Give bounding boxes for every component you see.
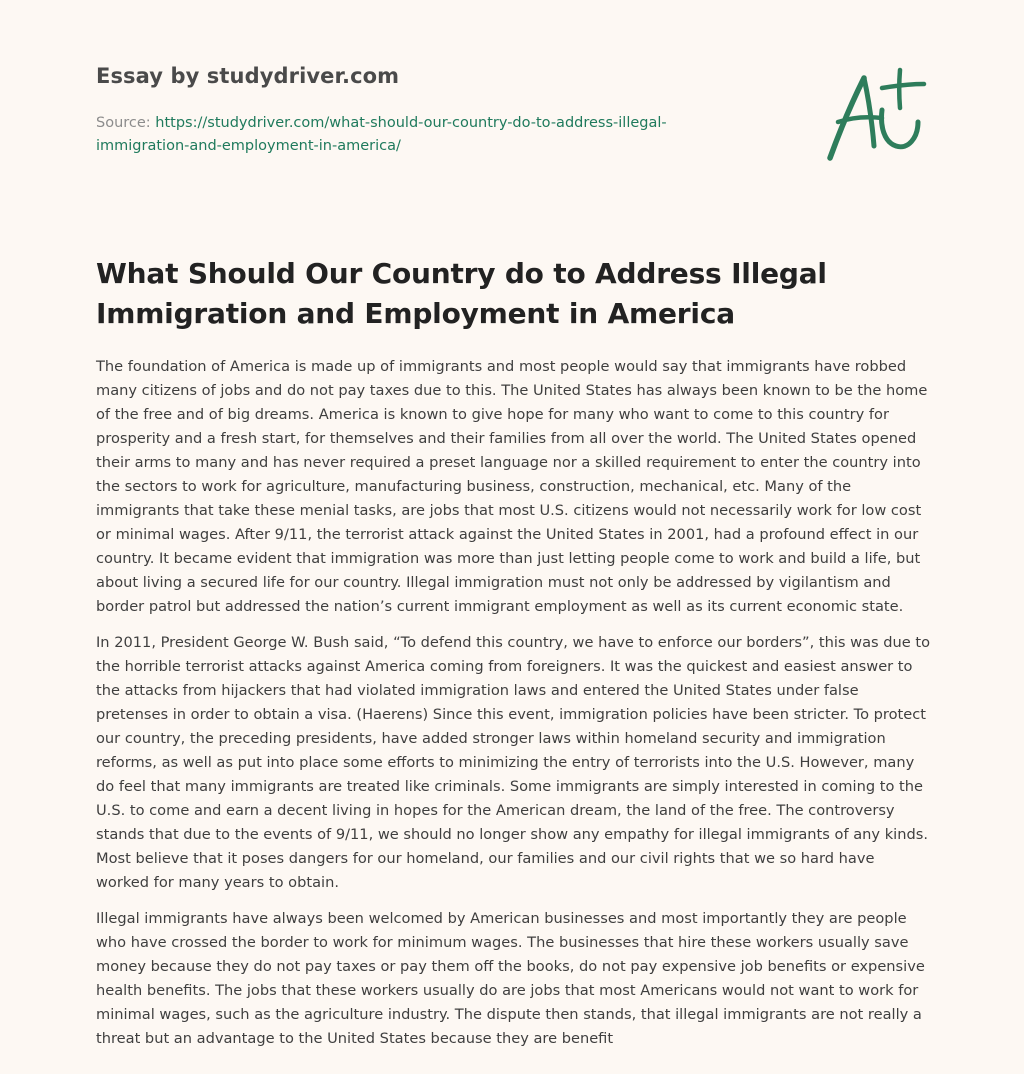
a-plus-logo-icon bbox=[824, 66, 928, 166]
source-label: Source: bbox=[96, 115, 156, 131]
essay-paragraph-3: Illegal immigrants have always been welcomed by American businesses and most importantly they are people who have crossed the border to work for minimum wages. The businesses that hire these workers usually save money because they do not pay taxes or pay them off the books, do not pay expensive job benefits or expensive health benefits. The jobs that these workers usually do are jobs that most Americans would not want to work for minimal wages, such as the agriculture industry. The dispute then stands, that illegal immigrants are not really a threat but an advantage to the United States because they are benefit bbox=[96, 910, 925, 1047]
source-link[interactable]: https://studydriver.com/what-should-our-country-do-to-address-illegal-immigration-and-employment-in-america/ bbox=[96, 115, 667, 154]
essay-paragraph-1: The foundation of America is made up of immigrants and most people would say that immigrants have robbed many citizens of jobs and do not pay taxes due to this. The United States has always been known to be the home of the free and of big dreams. America is known to give hope for many who want to come to this country for prosperity and a fresh start, for themselves and their families from all over the world. The United States opened their arms to many and has never required a preset language nor a skilled requirement to enter the country into the sectors to work for agriculture, manufacturing business, construction, mechanical, etc. Many of the immigrants that take these menial tasks, are jobs that most U.S. citizens would not necessarily work for low cost or minimal wages. After 9/11, the terrorist attack against the United States in 2001, had a profound effect in our country. It became evident that immigration was more than just letting people come to work and build a life, but about living a secured life for our country. Illegal immigration must not only be addressed by vigilantism and border patrol but addressed the nation’s current immigrant employment as well as its current economic state. bbox=[96, 358, 928, 615]
site-title: Essay by studydriver.com bbox=[96, 64, 400, 88]
source-line bbox=[96, 112, 736, 158]
a-plus-logo bbox=[824, 66, 928, 166]
essay-paragraph-2: In 2011, President George W. Bush said, “To defend this country, we have to enforce our borders”, this was due to the horrible terrorist attacks against America coming from foreigners. It was the quickest and easiest answer to the attacks from hijackers that had violated immigration laws and entered the United States under false pretenses in order to obtain a visa. (Haerens) Since this event, immigration policies have been stricter. To protect our country, the preceding presidents, have added stronger laws within homeland security and immigration reforms, as well as put into place some efforts to minimizing the entry of terrorists into the U.S. However, many do feel that many immigrants are treated like criminals. Some immigrants are simply interested in coming to the U.S. to come and earn a decent living in hopes for the American dream, the land of the free. The controversy stands that due to the events of 9/11, we should no longer show any empathy for illegal immigrants of any kinds. Most believe that it poses dangers for our homeland, our families and our civil rights that we so hard have worked for many years to obtain. bbox=[96, 634, 931, 891]
essay-title: What Should Our Country do to Address Illegal Immigration and Employment in America bbox=[96, 257, 827, 330]
essay-body bbox=[96, 355, 932, 1063]
